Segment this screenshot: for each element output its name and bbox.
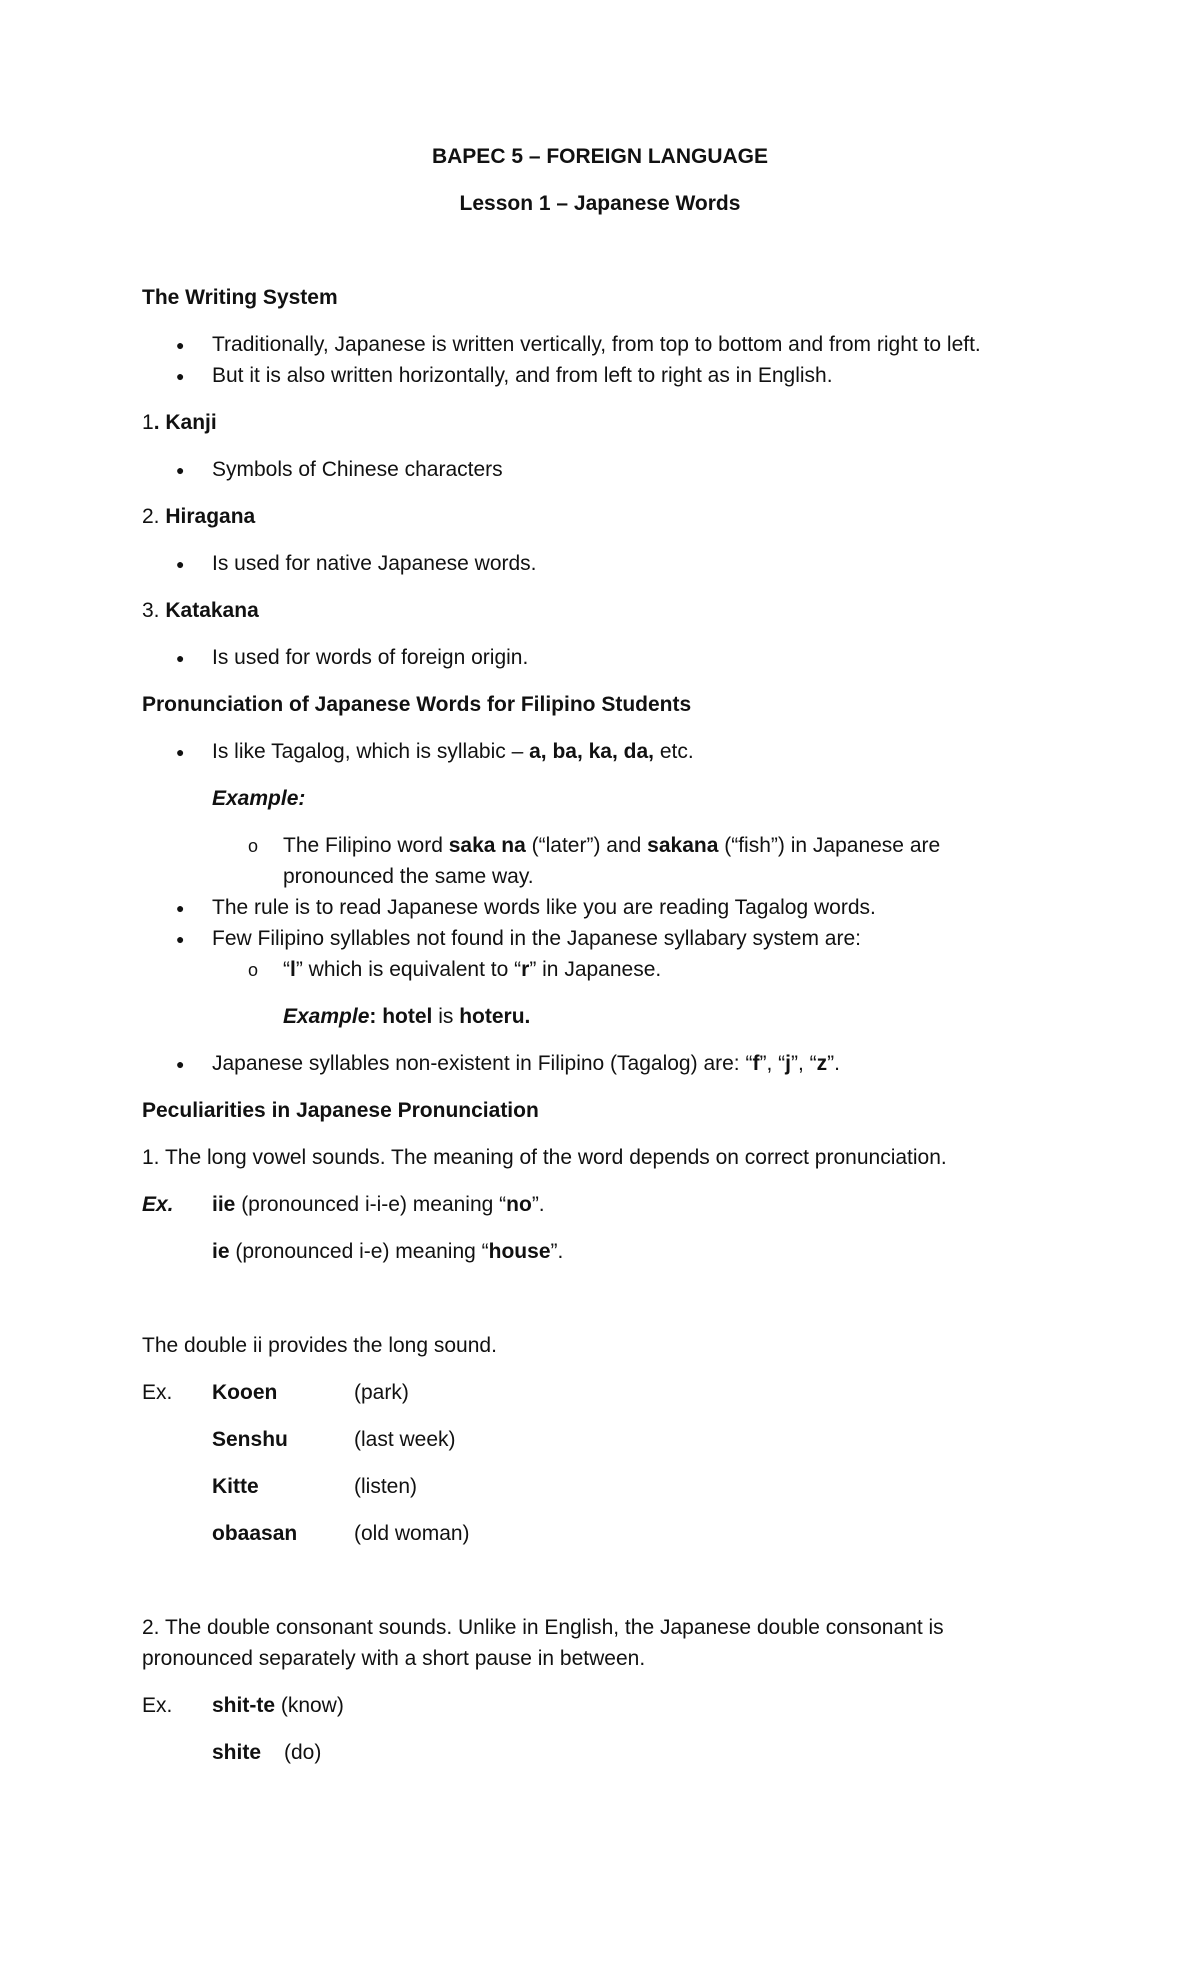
- pronunciation-bullet-2: The rule is to read Japanese words like you are reading Tagalog words.: [212, 896, 876, 919]
- hiragana-heading: 2. Hiragana: [142, 505, 256, 528]
- example-label: Example:: [212, 787, 306, 810]
- meaning-old-woman: (old woman): [354, 1522, 470, 1545]
- example-saka-na-line2: pronounced the same way.: [283, 865, 534, 888]
- ex-label: Ex.: [142, 1381, 173, 1404]
- bullet-icon: ●: [176, 650, 185, 666]
- word-shite: shite: [212, 1741, 262, 1764]
- meaning-listen: (listen): [354, 1475, 418, 1498]
- word-shit-te: shit-te (know): [212, 1694, 344, 1717]
- double-consonant-paragraph-line2: pronounced separately with a short pause in between.: [142, 1647, 646, 1670]
- iie-example: iie (pronounced i-i-e) meaning “no”.: [212, 1193, 545, 1216]
- bullet-icon: ●: [176, 368, 185, 384]
- meaning-do: (do): [284, 1741, 322, 1764]
- l-to-r-note: “l” which is equivalent to “r” in Japanese.: [283, 958, 662, 981]
- ie-example: ie (pronounced i-e) meaning “house”.: [212, 1240, 564, 1263]
- hiragana-desc: Is used for native Japanese words.: [212, 552, 537, 575]
- writing-system-heading: The Writing System: [142, 286, 338, 309]
- peculiarities-heading: Peculiarities in Japanese Pronunciation: [142, 1099, 539, 1122]
- bullet-icon: ●: [176, 337, 185, 353]
- bullet-icon: ●: [176, 462, 185, 478]
- long-vowel-paragraph: 1. The long vowel sounds. The meaning of the word depends on correct pronunciation.: [142, 1146, 947, 1169]
- lesson-title: Lesson 1 – Japanese Words: [459, 192, 741, 215]
- writing-bullet-1: Traditionally, Japanese is written vertically, from top to bottom and from right to left.: [212, 333, 981, 356]
- word-kooen: Kooen: [212, 1381, 278, 1404]
- hotel-example: Example: hotel is hoteru.: [283, 1005, 531, 1028]
- circle-bullet-icon: o: [248, 960, 259, 980]
- kanji-heading: 1. Kanji: [142, 411, 217, 434]
- meaning-park: (park): [354, 1381, 409, 1404]
- bullet-icon: ●: [176, 744, 185, 760]
- katakana-desc: Is used for words of foreign origin.: [212, 646, 529, 669]
- word-kitte: Kitte: [212, 1475, 259, 1498]
- double-ii-note: The double ii provides the long sound.: [142, 1334, 497, 1357]
- word-obaasan: obaasan: [212, 1522, 298, 1545]
- meaning-last-week: (last week): [354, 1428, 456, 1451]
- kanji-desc: Symbols of Chinese characters: [212, 458, 503, 481]
- pronunciation-heading: Pronunciation of Japanese Words for Filipino Students: [142, 693, 692, 716]
- writing-bullet-2: But it is also written horizontally, and from left to right as in English.: [212, 364, 833, 387]
- ex-label: Ex.: [142, 1694, 173, 1717]
- word-senshu: Senshu: [212, 1428, 288, 1451]
- ex-label: Ex.: [142, 1193, 174, 1216]
- bullet-icon: ●: [176, 556, 185, 572]
- bullet-icon: ●: [176, 900, 185, 916]
- course-title: BAPEC 5 – FOREIGN LANGUAGE: [431, 145, 769, 168]
- circle-bullet-icon: o: [248, 836, 259, 856]
- pronunciation-bullet-3: Few Filipino syllables not found in the Japanese syllabary system are:: [212, 927, 861, 950]
- katakana-heading: 3. Katakana: [142, 599, 259, 622]
- pronunciation-bullet-4: Japanese syllables non-existent in Filipino (Tagalog) are: “f”, “j”, “z”.: [212, 1052, 840, 1075]
- example-saka-na: The Filipino word saka na (“later”) and sakana (“fish”) in Japanese are: [283, 834, 941, 857]
- double-consonant-paragraph-line1: 2. The double consonant sounds. Unlike in English, the Japanese double consonant is: [142, 1616, 944, 1639]
- pronunciation-bullet-1: Is like Tagalog, which is syllabic – a, ba, ka, da, etc.: [212, 740, 694, 763]
- bullet-icon: ●: [176, 1056, 185, 1072]
- bullet-icon: ●: [176, 931, 185, 947]
